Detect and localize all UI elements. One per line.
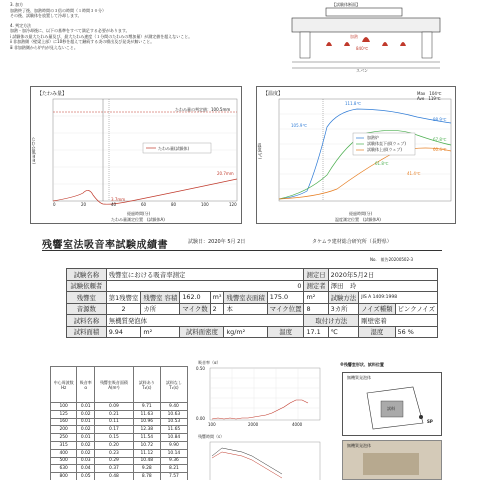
table-cell: 800 [51, 473, 77, 480]
value-cell: 2 [210, 303, 224, 315]
table-cell: 0.11 [95, 418, 134, 426]
table-row [51, 426, 188, 434]
legend-label: たわみ量(試験体) [158, 146, 190, 151]
value-label: 41.4℃ [407, 171, 421, 176]
test-date: 試験日：2020年 5月 2日 [188, 239, 246, 245]
legend-label: 試験体直下部(ウェブ) [367, 141, 406, 146]
table-row [67, 292, 438, 304]
label-cell: 測定日 [304, 269, 328, 281]
label-cell: 試料名称 [67, 315, 107, 327]
value-cell: 第1残響室 [106, 292, 141, 304]
chart-title: 残響時間（s） [198, 434, 225, 439]
info-text: Max 104℃ [417, 91, 442, 96]
x-tick: 100 [201, 202, 209, 207]
value-cell: 2 [106, 303, 141, 315]
unit-cell: m² [304, 292, 328, 304]
flame-icons [326, 37, 406, 46]
deflection-chart [30, 86, 242, 224]
x-axis-label: 経過時間(分) [127, 211, 151, 216]
table-cell: 0.02 [77, 449, 95, 457]
table-cell: 10.14 [160, 449, 187, 457]
table-cell: 0.09 [95, 403, 134, 411]
unit-cell: ℃ [328, 326, 359, 338]
table-row [67, 280, 438, 292]
column-header: 試料あり T₂(s) [133, 367, 160, 403]
absorption-table [50, 366, 188, 480]
end-value-label: 20.7mm [217, 171, 234, 176]
column-header: 残響室吸音面積 A(m²) [95, 367, 134, 403]
table-cell: 0.02 [77, 426, 95, 434]
panel-title: ※残響室形状、試料位置 [340, 362, 384, 367]
table-cell: 100 [51, 403, 77, 411]
text-line: ⅱ 非加熱側（壁梁上部）に10秒を超えて継続する炎の噴出及び発炎が無いこと。 [10, 39, 155, 44]
reverberation-plot [196, 434, 326, 480]
table-cell: 9.36 [160, 457, 187, 465]
table-row [51, 418, 188, 426]
label-cell: 測定者 [304, 280, 328, 292]
table-cell: 0.05 [77, 473, 95, 480]
min-value-label: 3.7mm [111, 197, 126, 202]
table-row [67, 303, 438, 315]
table-cell: 0.02 [77, 441, 95, 449]
table-cell: 0.04 [77, 465, 95, 473]
humidity-unit: % [407, 327, 414, 336]
x-tick: 120 [229, 202, 237, 207]
reverberation-chart [196, 434, 326, 480]
label-cell: 試験依頼者 [67, 280, 107, 292]
specimen-diagram [286, 2, 446, 74]
table-cell: 250 [51, 434, 77, 442]
label-cell: 残響室 容積 [141, 292, 180, 304]
room-box [342, 372, 442, 436]
organization: タケムラ建材総合研究所（長野県） [312, 239, 392, 245]
value-cell [395, 326, 437, 338]
label-cell: 湿度 [359, 326, 395, 338]
unit-cell: カ所 [141, 303, 180, 315]
y-axis-label: 温度(℃) [257, 143, 263, 160]
label-cell: 残響室表面積 [224, 292, 267, 304]
table-cell: 8.21 [160, 465, 187, 473]
label-cell: 試料面積 [67, 326, 107, 338]
speaker-icon [419, 415, 423, 419]
value-cell: ピンクノイズ [395, 303, 437, 315]
intro-text [10, 2, 260, 50]
value-cell: 9.94 [106, 326, 141, 338]
value-label: 61.8℃ [375, 161, 389, 166]
x-tick: 20 [81, 202, 87, 207]
humidity-value: 56 [397, 327, 406, 336]
label-cell: ノイズ種類 [359, 303, 395, 315]
table-row [67, 269, 438, 281]
label-cell: 音源数 [67, 303, 107, 315]
value-cell: 剛壁密着 [359, 315, 438, 327]
absorption-chart [196, 360, 326, 432]
value-label: 105.9℃ [291, 123, 307, 128]
text-line: ⅰ 試験体の最大たわみ量及び、最大たわみ速度（１分間のたわみの増加量）が測定値を超えないこと。 [10, 33, 193, 39]
x-axis-label: 経過時間(分) [349, 211, 373, 216]
label-cell: 残響室 [67, 292, 107, 304]
table-cell: 11.54 [133, 434, 160, 442]
chart-tag: 【たわみ量】 [37, 91, 68, 97]
diagram-slab [292, 18, 440, 32]
value-cell: 0 [106, 280, 304, 292]
table-row [67, 326, 438, 338]
sample-label: 試料 [387, 406, 395, 411]
text-line: 加熱終了後、加熱時間の３倍の時間（１時間３０分） [10, 7, 106, 13]
table-cell: 160 [51, 418, 77, 426]
value-cell: JIS A 1409:1998 [359, 292, 438, 304]
x-tick: 100 [208, 422, 216, 427]
sample-photo [342, 440, 442, 480]
value-cell: 澤田 玲 [328, 280, 437, 292]
unit-cell: 本 [224, 303, 267, 315]
x-tick: 60 [141, 202, 147, 207]
label-cell: 試験名称 [67, 269, 107, 281]
table-row [51, 465, 188, 473]
table-cell: 11.12 [133, 449, 160, 457]
table-cell: 0.37 [95, 465, 134, 473]
unit-cell: m² [141, 326, 180, 338]
y-tick: 0.00 [196, 416, 205, 421]
table-cell: 9.40 [160, 403, 187, 411]
table-cell: 8.78 [133, 473, 160, 480]
table-cell: 0.21 [95, 410, 134, 418]
column-header: 吸音率 α [77, 367, 95, 403]
value-cell: 8 [304, 303, 328, 315]
value-cell: 無機質発泡体 [106, 315, 304, 327]
diagram-wall-left [300, 32, 310, 58]
table-cell: 0.48 [95, 473, 134, 480]
column-header: 中心周波数 Hz [51, 367, 77, 403]
table-row [51, 457, 188, 465]
table-cell: 12.38 [133, 426, 160, 434]
value-cell: 17.1 [304, 326, 328, 338]
label-cell: 試験方法 [328, 292, 359, 304]
unit-cell: 3カ所 [328, 303, 359, 315]
x-tick: 4000 [292, 422, 303, 427]
table-row [51, 441, 188, 449]
table-cell: 9.90 [160, 441, 187, 449]
limit-label: たわみ量の判定値：100.5mm [175, 107, 231, 112]
table-cell: 0.01 [77, 434, 95, 442]
table-row [51, 473, 188, 480]
value-cell: 175.0 [267, 292, 304, 304]
table-row [51, 410, 188, 418]
photo-label: 無機質発泡体 [347, 443, 371, 448]
report-number: No. 報告20200502-3 [370, 257, 413, 262]
photo-block [363, 453, 419, 475]
table-cell: 10.72 [133, 441, 160, 449]
title-divider [42, 250, 442, 251]
value-label: 60.4℃ [433, 147, 447, 152]
table-cell: 10.53 [160, 418, 187, 426]
value-cell: 2020年5月2日 [328, 269, 437, 281]
table-cell: 0.17 [95, 426, 134, 434]
value-label: 67.8℃ [433, 137, 447, 142]
table-cell: 11.65 [160, 426, 187, 434]
label-cell: マイク数 [180, 303, 210, 315]
table-cell: 315 [51, 441, 77, 449]
room-label: 無機質発泡体 [347, 375, 371, 380]
text-line: その後、試験体を放置して冷却します。 [10, 13, 82, 18]
table-cell: 0.01 [77, 418, 95, 426]
unit-cell: kg/m² [224, 326, 267, 338]
table-row [51, 434, 188, 442]
table-cell: 200 [51, 426, 77, 434]
table-cell: 10.96 [133, 418, 160, 426]
temperature-chart [256, 86, 456, 224]
chart-caption: 温度測定位置 (試験体A) [335, 217, 381, 222]
label-cell: 試料面密度 [180, 326, 224, 338]
table-cell: 500 [51, 457, 77, 465]
x-tick: 40 [111, 202, 117, 207]
info-text: Ave 119℃ [417, 96, 441, 101]
diagram-beam [326, 8, 402, 16]
diagram-label: 【試験体断面】 [332, 2, 360, 7]
table-row [67, 315, 438, 327]
label-cell: マイク位置 [267, 303, 304, 315]
table-cell: 400 [51, 449, 77, 457]
table-cell: 10.63 [160, 410, 187, 418]
label-cell: 温度 [267, 326, 304, 338]
y-axis-label: たわみ量(mm) [31, 137, 37, 164]
legend-label: 加熱炉 [367, 135, 379, 140]
table-cell: 630 [51, 465, 77, 473]
table-cell: 11.63 [133, 410, 160, 418]
report-title: 残響室法吸音率試験成績書 [42, 240, 168, 251]
table-cell: 125 [51, 410, 77, 418]
chart-caption: たわみ量測定位置 (試験体A) [111, 217, 165, 222]
y-tick: 0.50 [196, 366, 205, 371]
diagram-temp-label: 840℃ [356, 46, 369, 51]
diagram-heat-label: 加熱 [350, 34, 358, 39]
peak-label: 111.8℃ [345, 101, 361, 106]
x-tick: 2000 [248, 422, 259, 427]
diagram-span-label: スパン [356, 68, 368, 73]
table-cell: 0.23 [95, 449, 134, 457]
table-row [51, 449, 188, 457]
table-cell: 0.29 [95, 457, 134, 465]
table-cell: 0.02 [77, 410, 95, 418]
speaker-label: SP [427, 419, 433, 424]
table-cell: 9.28 [133, 465, 160, 473]
table-cell: 0.15 [95, 434, 134, 442]
x-tick: 0 [53, 202, 56, 207]
diagram-wall-right [422, 32, 432, 58]
table-header-row [51, 367, 188, 403]
x-tick: 80 [171, 202, 177, 207]
text-line: 4. 判定方法 [10, 22, 32, 28]
value-cell: 162.0 [180, 292, 210, 304]
unit-cell: m³ [210, 292, 224, 304]
table-cell: 7.57 [160, 473, 187, 480]
text-line: 3. 加方 [10, 2, 24, 7]
table-cell: 0.03 [77, 457, 95, 465]
chart-tag: 【温度】 [263, 91, 284, 97]
value-cell: 残響室における吸音率測定 [106, 269, 304, 281]
table-cell: 9.71 [133, 403, 160, 411]
table-row [51, 403, 188, 411]
text-line: 加熱・加冷却後に、以下の基準をすべて満足する必要があります。 [10, 28, 130, 33]
label-cell: 取付け方法 [304, 315, 359, 327]
chart-title: 吸音率（α） [198, 360, 221, 365]
column-header: 試料なし T₁(s) [160, 367, 187, 403]
temperature-plot [257, 87, 457, 225]
table-cell: 0.01 [77, 403, 95, 411]
table-cell: 10.84 [160, 434, 187, 442]
table-cell: 0.20 [95, 441, 134, 449]
text-line: ⅲ 非加熱側から炉内が見えないこと。 [10, 44, 78, 50]
value-label: 98.9℃ [433, 117, 447, 122]
room-position-panel [338, 362, 448, 480]
table-cell: 10.48 [133, 457, 160, 465]
test-info-table [66, 268, 438, 338]
legend-label: 試験体上部(ウェブ) [367, 147, 402, 152]
